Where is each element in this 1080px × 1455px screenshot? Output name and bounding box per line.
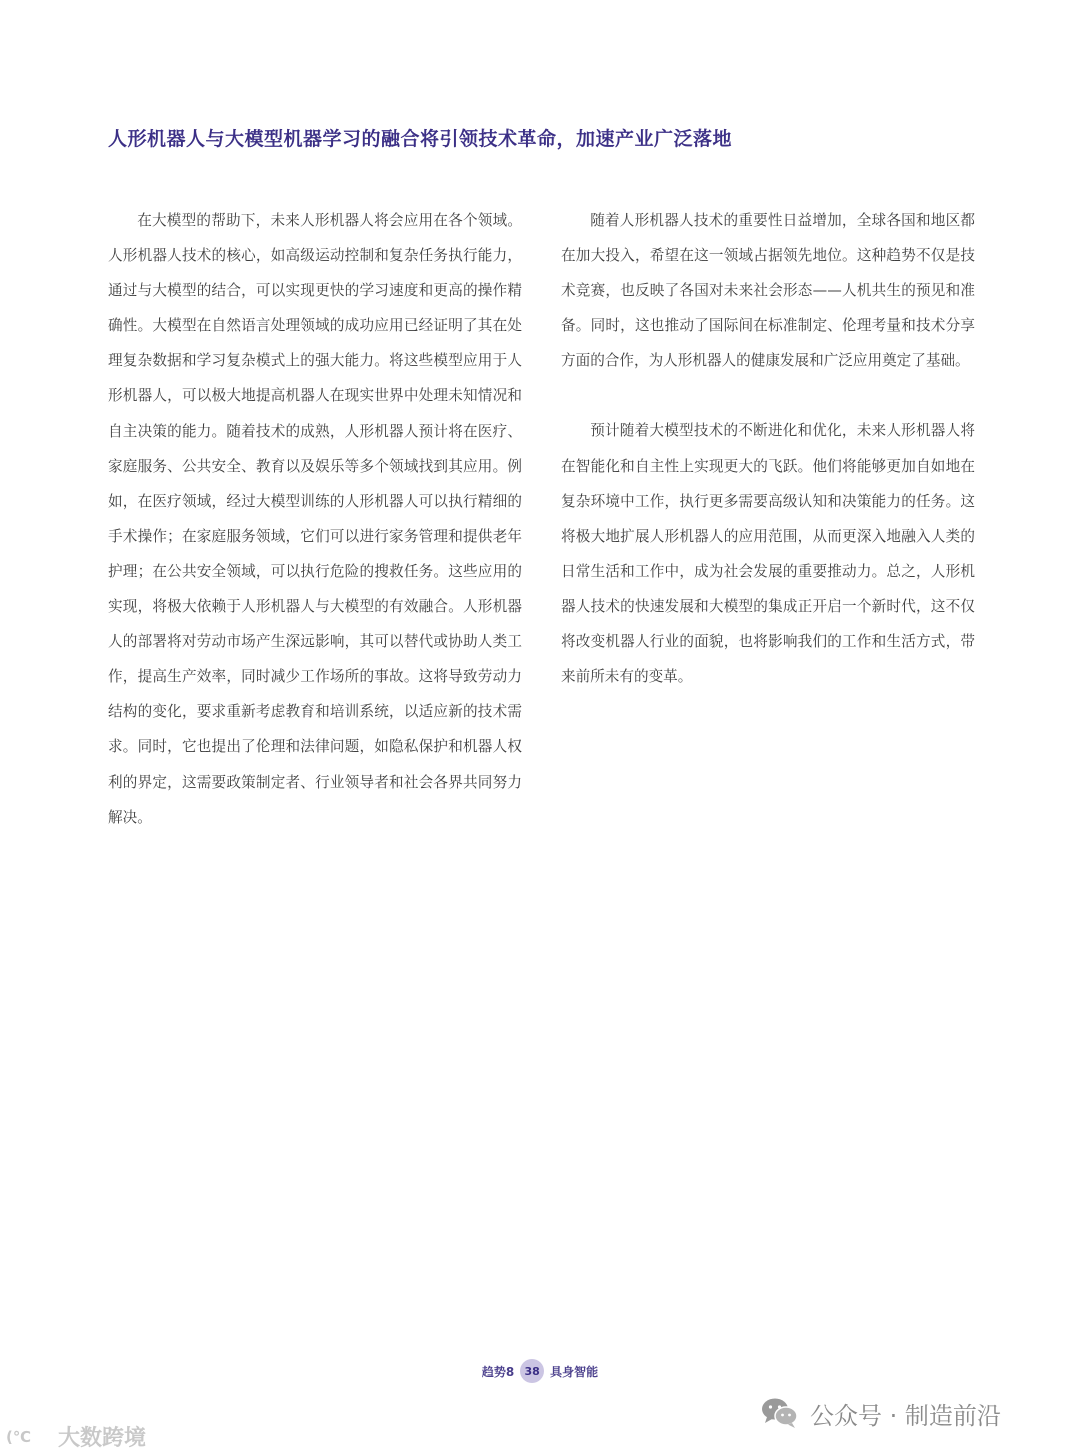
- brand-watermark: [6, 1421, 146, 1451]
- left-column: [108, 203, 522, 835]
- wechat-watermark: [760, 1393, 1001, 1433]
- watermark-text: 大数跨境: [58, 1425, 147, 1451]
- body-paragraph: 随着人形机器人技术的重要性日益增加，全球各国和地区都在加大投入，希望在这一领域占据领先地位。这种趋势不仅是技术竞赛，也反映了各国对未来社会形态——人机共生的预见和准备。同时，这也推动了国际间在标准制定、伦理考量和技术分享方面的合作，为人形机器人的健康发展和广泛应用奠定了基础。: [561, 212, 975, 370]
- footer-section-label: 趋势8: [481, 1364, 515, 1379]
- right-column: [561, 203, 975, 694]
- page-number-badge: 38: [520, 1359, 544, 1383]
- wechat-icon: [760, 1396, 800, 1430]
- watermark-text: 公众号 · 制造前沿: [810, 1401, 1001, 1430]
- page-footer: [0, 1358, 1080, 1384]
- brand-logo-icon: [6, 1425, 52, 1447]
- svg-text:(℃: (℃: [6, 1428, 32, 1446]
- section-heading: 人形机器人与大模型机器学习的融合将引领技术革命，加速产业广泛落地: [108, 128, 733, 150]
- body-paragraph: 预计随着大模型技术的不断进化和优化，未来人形机器人将在智能化和自主性上实现更大的飞跃。他们将能够更加自如地在复杂环境中工作，执行更多需要高级认知和决策能力的任务。这将极大地扩展人形机器人的应用范围，从而更深入地融入人类的日常生活和工作中，成为社会发展的重要推动力。总之，人形机器人技术的快速发展和大模型的集成正开启一个新时代，这不仅将改变机器人行业的面貌，也将影响我们的工作和生活方式，带来前所未有的变革。: [561, 422, 975, 686]
- body-paragraph: 在大模型的帮助下，未来人形机器人将会应用在各个领域。人形机器人技术的核心，如高级运动控制和复杂任务执行能力，通过与大模型的结合，可以实现更快的学习速度和更高的操作精确性。大模型在自然语言处理领域的成功应用已经证明了其在处理复杂数据和学习复杂模式上的强大能力。将这些模型应用于人形机器人，可以极大地提高机器人在现实世界中处理未知情况和自主决策的能力。随着技术的成熟，人形机器人预计将在医疗、家庭服务、公共安全、教育以及娱乐等多个领域找到其应用。例如，在医疗领域，经过大模型训练的人形机器人可以执行精细的手术操作；在家庭服务领域，它们可以进行家务管理和提供老年护理；在公共安全领域，可以执行危险的搜救任务。这些应用的实现，将极大依赖于人形机器人与大模型的有效融合。人形机器人的部署将对劳动市场产生深远影响，其可以替代或协助人类工作，提高生产效率，同时减少工作场所的事故。这将导致劳动力结构的变化，要求重新考虑教育和培训系统，以适应新的技术需求。同时，它也提出了伦理和法律问题，如隐私保护和机器人权利的界定，这需要政策制定者、行业领导者和社会各界共同努力解决。: [108, 212, 522, 826]
- footer-topic-label: 具身智能: [550, 1364, 599, 1379]
